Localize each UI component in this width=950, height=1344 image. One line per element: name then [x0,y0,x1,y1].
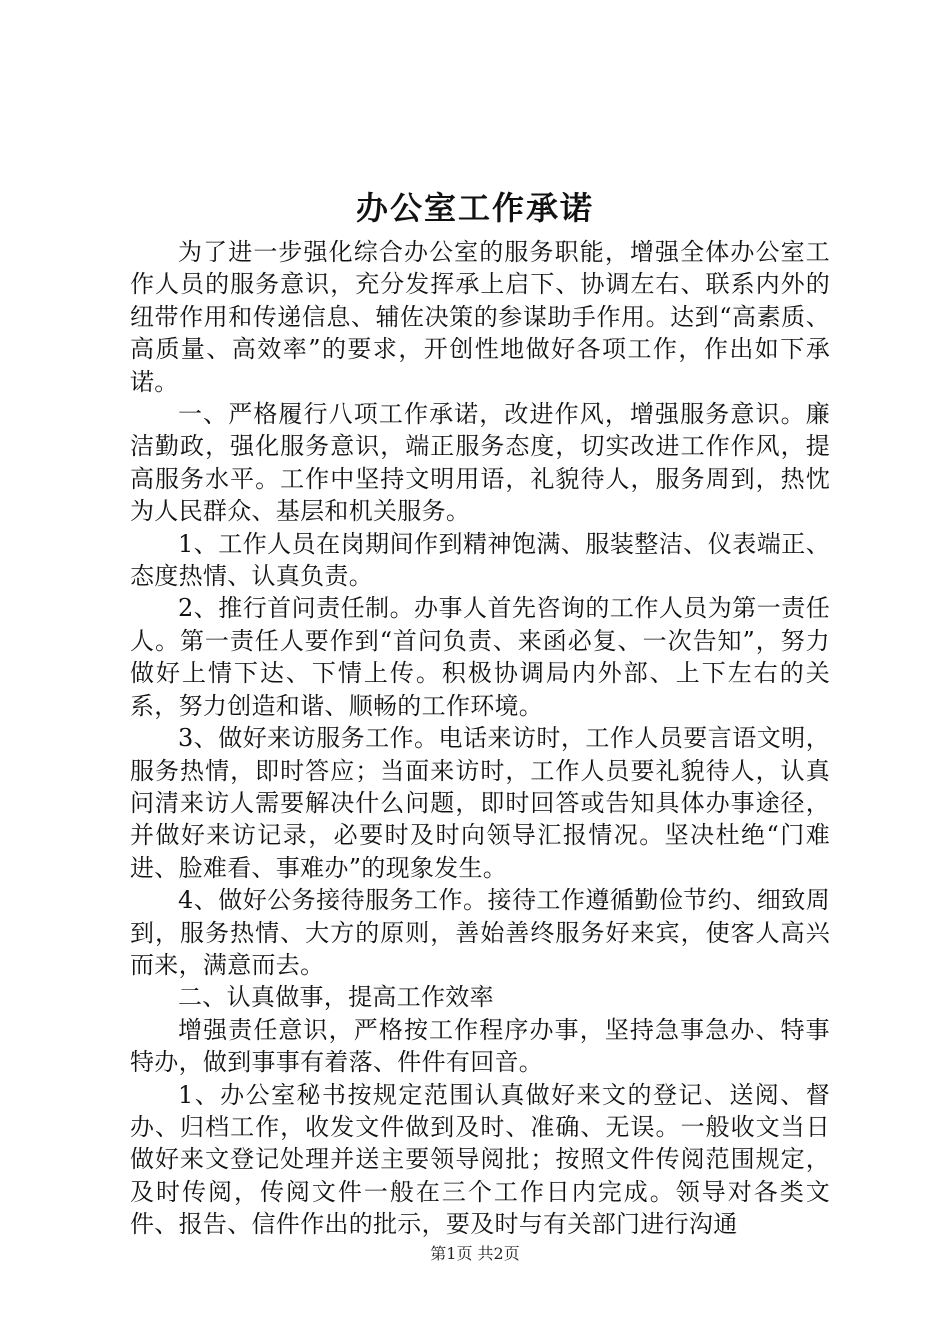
paragraph-intro: 为了进一步强化综合办公室的服务职能，增强全体办公室工作人员的服务意识，充分发挥承上启下、协调左右、联系内外的纽带作用和传递信息、辅佐决策的参谋助手作用。达到“高素质、高质量、高效率”的要求，开创性地做好各项工作，作出如下承诺。 [130,238,830,396]
page-footer: 第1页 共2页 [430,1244,520,1263]
paragraph-item-1-3: 3、做好来访服务工作。电话来访时，工作人员要言语文明，服务热情，即时答应；当面来访时，工作人员要礼貌待人，认真问清来访人需要解决什么问题，即时回答或告知具体办事途径，并做好来访记录，必要时及时向领导汇报情况。坚决杜绝“门难进、脸难看、事难办”的现象发生。 [130,724,830,882]
document-title: 办公室工作承诺 [355,189,594,227]
document-body [130,236,830,1241]
paragraph-item-1-2: 2、推行首问责任制。办事人首先咨询的工作人员为第一责任人。第一责任人要作到“首问负责、来函必复、一次告知”，努力做好上情下达、下情上传。积极协调局内外部、上下左右的关系，努力创造和谐、顺畅的工作环境。 [130,594,830,720]
paragraph-section-1: 一、严格履行八项工作承诺，改进作风，增强服务意识。廉洁勤政，强化服务意识，端正服务态度，切实改进工作作风，提高服务水平。工作中坚持文明用语，礼貌待人，服务周到，热忱为人民群众、基层和机关服务。 [130,400,830,526]
paragraph-item-1-1: 1、工作人员在岗期间作到精神饱满、服装整洁、仪表端正、态度热情、认真负责。 [130,529,830,591]
paragraph-section-2: 二、认真做事，提高工作效率 [178,983,494,1012]
paragraph-item-1-4: 4、做好公务接待服务工作。接待工作遵循勤俭节约、细致周到，服务热情、大方的原则，善始善终服务好来宾，使客人高兴而来，满意而去。 [130,886,830,979]
paragraph-item-2-1: 1、办公室秘书按规定范围认真做好来文的登记、送阅、督办、归档工作，收发文件做到及时、准确、无误。一般收文当日做好来文登记处理并送主要领导阅批；按照文件传阅范围规定，及时传阅，传阅文件一般在三个工作日内完成。领导对各类文件、报告、信件作出的批示，要及时与有关部门进行沟通 [130,1080,830,1239]
paragraph-section-2-intro: 增强责任意识，严格按工作程序办事，坚持急事急办、特事特办，做到事事有着落、件件有回音。 [130,1015,830,1077]
